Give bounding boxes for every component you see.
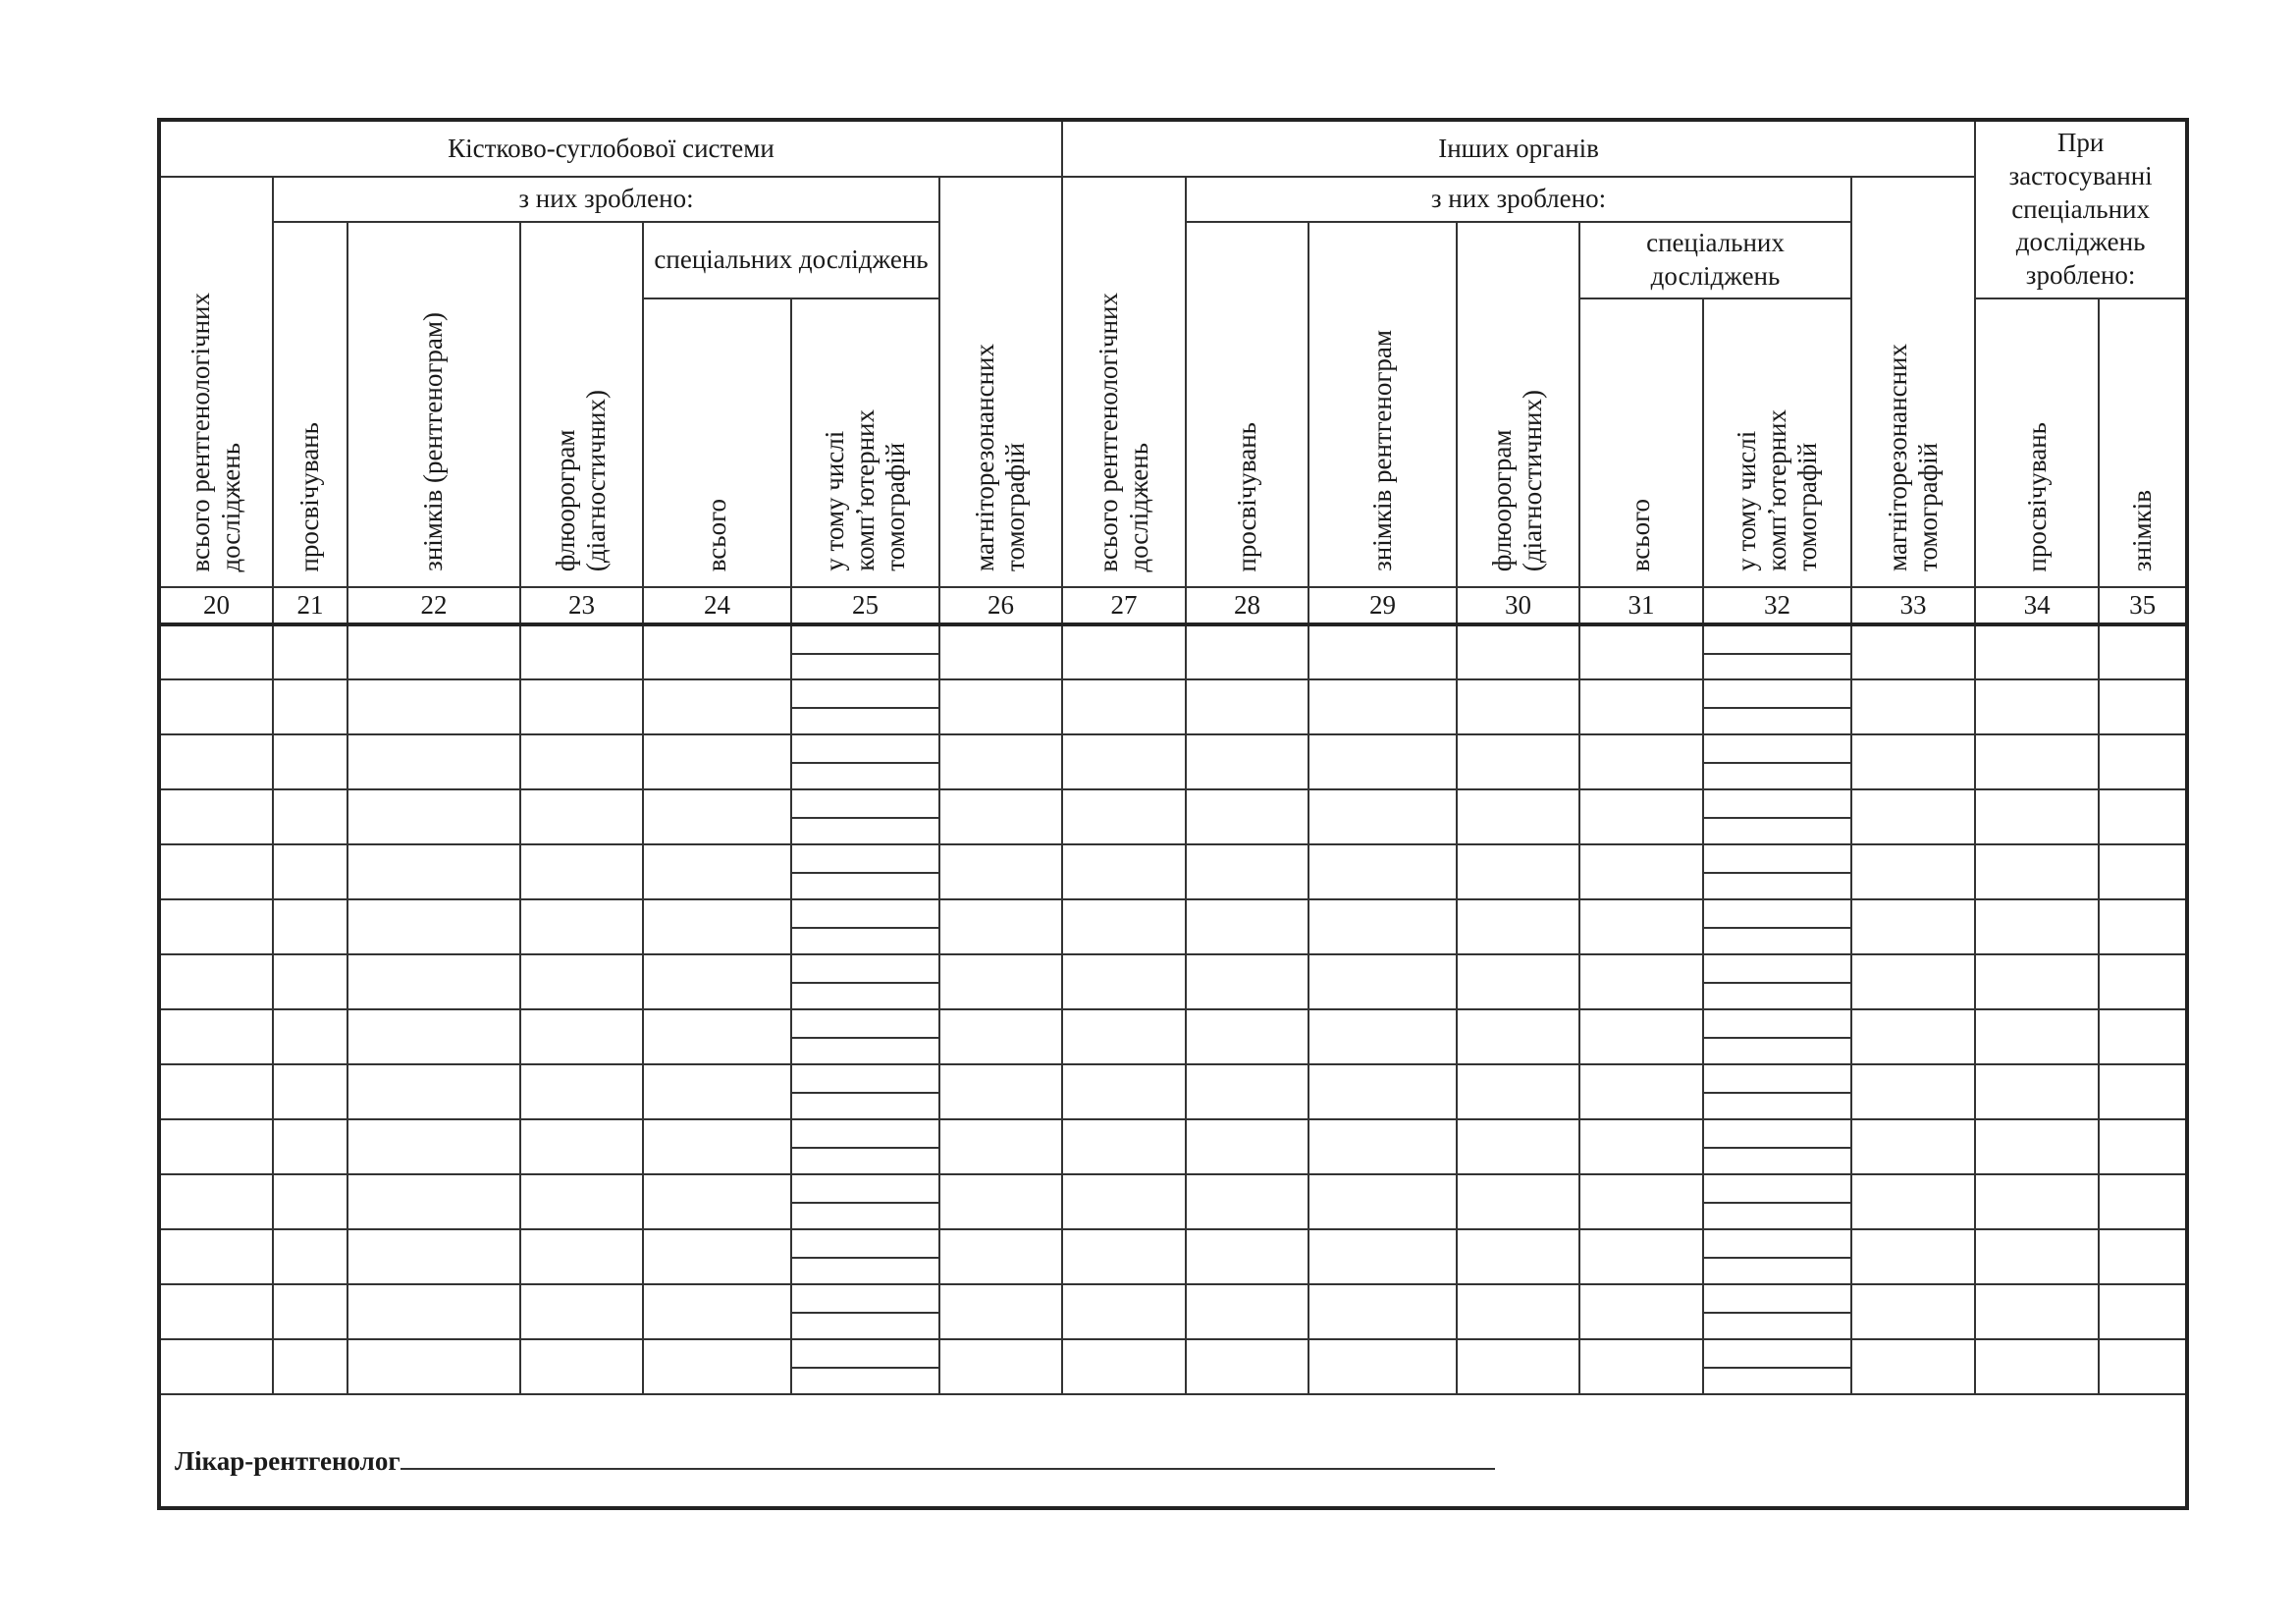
entry-cell[interactable] — [347, 1119, 520, 1174]
entry-cell[interactable] — [161, 624, 273, 679]
entry-cell[interactable] — [1703, 1119, 1851, 1174]
entry-cell[interactable] — [1851, 1339, 1975, 1394]
column-header-33: магніторезонансних томографій — [1851, 177, 1975, 587]
entry-cell[interactable] — [161, 679, 273, 734]
column-number: 21 — [273, 587, 347, 624]
entry-cell[interactable] — [1457, 679, 1579, 734]
entry-cell[interactable] — [1703, 899, 1851, 954]
entry-cell[interactable] — [643, 1009, 791, 1064]
table-row — [161, 1339, 2185, 1394]
entry-cell[interactable] — [347, 679, 520, 734]
entry-cell[interactable] — [1457, 954, 1579, 1009]
entry-cell[interactable] — [273, 1064, 347, 1119]
entry-cell[interactable] — [1851, 1174, 1975, 1229]
entry-cell[interactable] — [1186, 954, 1308, 1009]
entry-cell[interactable] — [643, 844, 791, 899]
column-header-26: магніторезонансних томографій — [939, 177, 1062, 587]
entry-cell[interactable] — [939, 844, 1062, 899]
report-form — [157, 118, 2189, 1510]
entry-cell[interactable] — [1186, 1339, 1308, 1394]
entry-cell[interactable] — [273, 679, 347, 734]
signature-label: Лікар-рентгенолог — [175, 1446, 400, 1476]
entry-cell[interactable] — [1851, 954, 1975, 1009]
entry-cell[interactable] — [643, 1229, 791, 1284]
entry-cell[interactable] — [1062, 1009, 1186, 1064]
column-number: 20 — [161, 587, 273, 624]
column-number-row — [161, 587, 2185, 624]
entry-cell[interactable] — [643, 1174, 791, 1229]
table-row — [161, 624, 2185, 679]
entry-cell[interactable] — [273, 1339, 347, 1394]
entry-cell[interactable] — [273, 1284, 347, 1339]
column-header-25: у тому числі комп’ютерних томографій — [791, 298, 939, 587]
column-header-30: флюорограм (діагностичних) — [1457, 222, 1579, 587]
entry-cell[interactable] — [273, 844, 347, 899]
table-row — [161, 1284, 2185, 1339]
column-header-35: знімків — [2099, 298, 2185, 587]
entry-cell[interactable] — [1579, 624, 1703, 679]
entry-cell[interactable] — [791, 1009, 939, 1064]
entry-cell[interactable] — [1579, 844, 1703, 899]
entry-cell[interactable] — [273, 1119, 347, 1174]
column-number: 22 — [347, 587, 520, 624]
entry-cell[interactable] — [347, 1174, 520, 1229]
entry-cell[interactable] — [1186, 734, 1308, 789]
entry-cell[interactable] — [273, 899, 347, 954]
entry-cell[interactable] — [161, 1284, 273, 1339]
column-header-32: у тому числі комп’ютерних томографій — [1703, 298, 1851, 587]
entry-cell[interactable] — [2099, 1229, 2185, 1284]
column-header-20: всього рентгенологічних досліджень — [161, 177, 273, 587]
entry-cell[interactable] — [161, 1009, 273, 1064]
header-special-studies-other: спеціальних досліджень — [1579, 222, 1851, 298]
entry-cell[interactable] — [1579, 1119, 1703, 1174]
entry-cell[interactable] — [2099, 1009, 2185, 1064]
entry-cell[interactable] — [273, 1229, 347, 1284]
entry-cell[interactable] — [1579, 954, 1703, 1009]
header-bone-system: Кістково-суглобової системи — [161, 122, 1062, 177]
entry-cell[interactable] — [1186, 1229, 1308, 1284]
column-header-21: просвічувань — [273, 222, 347, 587]
entry-cell[interactable] — [2099, 1064, 2185, 1119]
entry-cell[interactable] — [347, 1229, 520, 1284]
entry-cell[interactable] — [520, 899, 643, 954]
header-special-studies-bone: спеціальних досліджень — [643, 222, 939, 298]
report-table — [161, 122, 2185, 1395]
column-number: 28 — [1186, 587, 1308, 624]
entry-cell[interactable] — [1457, 1229, 1579, 1284]
entry-cell[interactable] — [1062, 679, 1186, 734]
entry-cell[interactable] — [791, 624, 939, 679]
entry-cell[interactable] — [273, 954, 347, 1009]
entry-cell[interactable] — [161, 1229, 273, 1284]
entry-cell[interactable] — [1975, 1284, 2099, 1339]
entry-cell[interactable] — [1975, 789, 2099, 844]
entry-cell[interactable] — [1975, 1229, 2099, 1284]
entry-cell[interactable] — [939, 1339, 1062, 1394]
entry-cell[interactable] — [1703, 1064, 1851, 1119]
entry-cell[interactable] — [1579, 1064, 1703, 1119]
entry-cell[interactable] — [1975, 1119, 2099, 1174]
entry-cell[interactable] — [1851, 734, 1975, 789]
entry-cell[interactable] — [1186, 679, 1308, 734]
entry-cell[interactable] — [791, 1229, 939, 1284]
entry-cell[interactable] — [1703, 624, 1851, 679]
entry-cell[interactable] — [1308, 789, 1457, 844]
column-number: 27 — [1062, 587, 1186, 624]
entry-cell[interactable] — [1703, 734, 1851, 789]
entry-cell[interactable] — [1062, 1119, 1186, 1174]
entry-cell[interactable] — [1308, 1229, 1457, 1284]
entry-cell[interactable] — [1308, 1009, 1457, 1064]
entry-cell[interactable] — [1186, 1174, 1308, 1229]
entry-cell[interactable] — [347, 1009, 520, 1064]
entry-cell[interactable] — [643, 679, 791, 734]
entry-cell[interactable] — [1308, 1174, 1457, 1229]
entry-cell[interactable] — [1186, 1064, 1308, 1119]
entry-cell[interactable] — [1457, 1064, 1579, 1119]
entry-cell[interactable] — [520, 1064, 643, 1119]
entry-cell[interactable] — [1703, 844, 1851, 899]
entry-cell[interactable] — [1975, 1339, 2099, 1394]
entry-cell[interactable] — [1186, 899, 1308, 954]
entry-cell[interactable] — [1457, 1009, 1579, 1064]
entry-cell[interactable] — [161, 1119, 273, 1174]
entry-cell[interactable] — [791, 844, 939, 899]
entry-cell[interactable] — [791, 1339, 939, 1394]
entry-cell[interactable] — [1186, 844, 1308, 899]
header-special-applied: При застосуванні спеціальних досліджень зроблено: — [1975, 122, 2185, 298]
entry-cell[interactable] — [2099, 624, 2185, 679]
entry-cell[interactable] — [1308, 899, 1457, 954]
entry-cell[interactable] — [643, 624, 791, 679]
entry-cell[interactable] — [1062, 1229, 1186, 1284]
entry-cell[interactable] — [1457, 899, 1579, 954]
entry-cell[interactable] — [1579, 1339, 1703, 1394]
entry-cell[interactable] — [347, 1339, 520, 1394]
entry-cell[interactable] — [1975, 679, 2099, 734]
entry-cell[interactable] — [939, 954, 1062, 1009]
entry-cell[interactable] — [1308, 624, 1457, 679]
entry-cell[interactable] — [1851, 624, 1975, 679]
entry-cell[interactable] — [791, 1284, 939, 1339]
header-other-organs: Інших органів — [1062, 122, 1975, 177]
entry-cell[interactable] — [1457, 1119, 1579, 1174]
entry-cell[interactable] — [1703, 1009, 1851, 1064]
entry-cell[interactable] — [347, 844, 520, 899]
entry-cell[interactable] — [1308, 1284, 1457, 1339]
table-row — [161, 734, 2185, 789]
entry-cell[interactable] — [520, 844, 643, 899]
entry-cell[interactable] — [643, 899, 791, 954]
entry-cell[interactable] — [1579, 1009, 1703, 1064]
entry-cell[interactable] — [273, 1009, 347, 1064]
entry-cell[interactable] — [2099, 789, 2185, 844]
entry-cell[interactable] — [791, 1064, 939, 1119]
entry-cell[interactable] — [1062, 844, 1186, 899]
entry-cell[interactable] — [1975, 1064, 2099, 1119]
entry-cell[interactable] — [273, 1174, 347, 1229]
entry-cell[interactable] — [1579, 1174, 1703, 1229]
entry-cell[interactable] — [643, 1339, 791, 1394]
entry-cell[interactable] — [1851, 679, 1975, 734]
entry-cell[interactable] — [1186, 789, 1308, 844]
entry-cell[interactable] — [347, 954, 520, 1009]
entry-cell[interactable] — [643, 734, 791, 789]
entry-cell[interactable] — [1975, 624, 2099, 679]
table-row — [161, 1009, 2185, 1064]
entry-cell[interactable] — [273, 789, 347, 844]
entry-cell[interactable] — [1457, 1174, 1579, 1229]
entry-cell[interactable] — [1851, 1119, 1975, 1174]
entry-cell[interactable] — [791, 954, 939, 1009]
entry-cell[interactable] — [1851, 1064, 1975, 1119]
entry-cell[interactable] — [347, 899, 520, 954]
entry-cell[interactable] — [1975, 734, 2099, 789]
entry-cell[interactable] — [1308, 844, 1457, 899]
entry-cell[interactable] — [1062, 1174, 1186, 1229]
entry-cell[interactable] — [2099, 734, 2185, 789]
entry-cell[interactable] — [1703, 1229, 1851, 1284]
entry-cell[interactable] — [1308, 954, 1457, 1009]
entry-cell[interactable] — [1062, 1284, 1186, 1339]
entry-cell[interactable] — [1703, 1284, 1851, 1339]
entry-cell[interactable] — [643, 1064, 791, 1119]
header-of-them-done-other: з них зроблено: — [1186, 177, 1851, 222]
entry-cell[interactable] — [1851, 844, 1975, 899]
header-of-them-done-bone: з них зроблено: — [273, 177, 939, 222]
entry-cell[interactable] — [1062, 899, 1186, 954]
entry-cell[interactable] — [1457, 734, 1579, 789]
entry-cell[interactable] — [1703, 1339, 1851, 1394]
entry-cell[interactable] — [1851, 789, 1975, 844]
entry-cell[interactable] — [1186, 624, 1308, 679]
column-header-22: знімків (рентгенограм) — [347, 222, 520, 587]
entry-cell[interactable] — [1703, 1174, 1851, 1229]
entry-cell[interactable] — [1308, 679, 1457, 734]
entry-cell[interactable] — [1579, 679, 1703, 734]
column-number: 34 — [1975, 587, 2099, 624]
entry-cell[interactable] — [1703, 679, 1851, 734]
table-row — [161, 679, 2185, 734]
entry-cell[interactable] — [939, 1284, 1062, 1339]
entry-cell[interactable] — [520, 679, 643, 734]
entry-cell[interactable] — [161, 899, 273, 954]
entry-cell[interactable] — [1703, 954, 1851, 1009]
entry-cell[interactable] — [347, 624, 520, 679]
entry-cell[interactable] — [643, 789, 791, 844]
entry-cell[interactable] — [1308, 734, 1457, 789]
entry-cell[interactable] — [643, 1119, 791, 1174]
entry-cell[interactable] — [520, 1229, 643, 1284]
entry-cell[interactable] — [520, 624, 643, 679]
column-number: 26 — [939, 587, 1062, 624]
entry-cell[interactable] — [939, 789, 1062, 844]
entry-cell[interactable] — [1579, 789, 1703, 844]
entry-cell[interactable] — [1851, 1284, 1975, 1339]
entry-cell[interactable] — [791, 899, 939, 954]
entry-cell[interactable] — [1975, 954, 2099, 1009]
column-number: 33 — [1851, 587, 1975, 624]
entry-cell[interactable] — [347, 789, 520, 844]
signature-blank[interactable] — [400, 1446, 1495, 1470]
entry-cell[interactable] — [2099, 679, 2185, 734]
column-number: 24 — [643, 587, 791, 624]
entry-cell[interactable] — [939, 734, 1062, 789]
entry-cell[interactable] — [1457, 624, 1579, 679]
entry-cell[interactable] — [520, 1009, 643, 1064]
table-row — [161, 899, 2185, 954]
entry-cell[interactable] — [1457, 789, 1579, 844]
column-number: 25 — [791, 587, 939, 624]
entry-cell[interactable] — [161, 734, 273, 789]
entry-cell[interactable] — [520, 1119, 643, 1174]
entry-cell[interactable] — [1062, 1064, 1186, 1119]
table-row — [161, 1174, 2185, 1229]
entry-cell[interactable] — [1975, 1009, 2099, 1064]
table-row — [161, 1229, 2185, 1284]
column-number: 29 — [1308, 587, 1457, 624]
entry-cell[interactable] — [1703, 789, 1851, 844]
signature-line — [175, 1446, 1495, 1477]
entry-cell[interactable] — [520, 1339, 643, 1394]
entry-cell[interactable] — [161, 1339, 273, 1394]
entry-cell[interactable] — [2099, 1284, 2185, 1339]
column-header-28: просвічувань — [1186, 222, 1308, 587]
entry-cell[interactable] — [1062, 954, 1186, 1009]
entry-cell[interactable] — [161, 789, 273, 844]
entry-cell[interactable] — [1851, 899, 1975, 954]
entry-cell[interactable] — [1975, 844, 2099, 899]
entry-cell[interactable] — [939, 679, 1062, 734]
table-row — [161, 789, 2185, 844]
entry-cell[interactable] — [791, 679, 939, 734]
column-number: 31 — [1579, 587, 1703, 624]
entry-cell[interactable] — [161, 844, 273, 899]
entry-cell[interactable] — [161, 1064, 273, 1119]
entry-cell[interactable] — [1975, 899, 2099, 954]
entry-cell[interactable] — [520, 789, 643, 844]
entry-cell[interactable] — [1579, 899, 1703, 954]
entry-cell[interactable] — [273, 624, 347, 679]
entry-cell[interactable] — [161, 954, 273, 1009]
entry-cell[interactable] — [2099, 1174, 2185, 1229]
entry-cell[interactable] — [1062, 624, 1186, 679]
entry-cell[interactable] — [1457, 844, 1579, 899]
column-number: 35 — [2099, 587, 2185, 624]
column-header-23: флюорограм (діагностичних) — [520, 222, 643, 587]
column-number: 23 — [520, 587, 643, 624]
entry-cell[interactable] — [939, 1064, 1062, 1119]
entry-cell[interactable] — [643, 1284, 791, 1339]
entry-cell[interactable] — [520, 1284, 643, 1339]
entry-cell[interactable] — [791, 734, 939, 789]
entry-cell[interactable] — [520, 954, 643, 1009]
table-row — [161, 954, 2185, 1009]
entry-cell[interactable] — [1186, 1284, 1308, 1339]
entry-cell[interactable] — [939, 1009, 1062, 1064]
column-header-29: знімків рентгенограм — [1308, 222, 1457, 587]
column-header-24: всього — [643, 298, 791, 587]
entry-cell[interactable] — [1457, 1284, 1579, 1339]
entry-cell[interactable] — [161, 1174, 273, 1229]
entry-cell[interactable] — [273, 734, 347, 789]
entry-cell[interactable] — [1186, 1009, 1308, 1064]
entry-cell[interactable] — [1975, 1174, 2099, 1229]
column-number: 32 — [1703, 587, 1851, 624]
entry-cell[interactable] — [939, 1119, 1062, 1174]
entry-cell[interactable] — [791, 1174, 939, 1229]
table-row — [161, 1119, 2185, 1174]
entry-cell[interactable] — [347, 734, 520, 789]
entry-cell[interactable] — [939, 899, 1062, 954]
entry-cell[interactable] — [2099, 899, 2185, 954]
entry-cell[interactable] — [347, 1064, 520, 1119]
entry-cell[interactable] — [347, 1284, 520, 1339]
entry-cell[interactable] — [1062, 734, 1186, 789]
entry-cell[interactable] — [1308, 1119, 1457, 1174]
entry-cell[interactable] — [1062, 789, 1186, 844]
entry-cell[interactable] — [1851, 1009, 1975, 1064]
entry-cell[interactable] — [1062, 1339, 1186, 1394]
entry-cell[interactable] — [643, 954, 791, 1009]
entry-cell[interactable] — [791, 789, 939, 844]
entry-cell[interactable] — [1579, 1284, 1703, 1339]
table-row — [161, 844, 2185, 899]
column-header-31: всього — [1579, 298, 1703, 587]
entry-cell[interactable] — [1308, 1064, 1457, 1119]
entry-cell[interactable] — [1308, 1339, 1457, 1394]
table-row — [161, 1064, 2185, 1119]
entry-cell[interactable] — [1579, 734, 1703, 789]
entry-cell[interactable] — [520, 734, 643, 789]
entry-cell[interactable] — [1579, 1229, 1703, 1284]
entry-cell[interactable] — [520, 1174, 643, 1229]
column-number: 30 — [1457, 587, 1579, 624]
entry-cell[interactable] — [1457, 1339, 1579, 1394]
entry-cell[interactable] — [2099, 954, 2185, 1009]
column-header-27: всього рентгенологічних досліджень — [1062, 177, 1186, 587]
entry-cell[interactable] — [791, 1119, 939, 1174]
entry-cell[interactable] — [2099, 1119, 2185, 1174]
column-header-34: просвічувань — [1975, 298, 2099, 587]
entry-cell[interactable] — [2099, 1339, 2185, 1394]
entry-cell[interactable] — [2099, 844, 2185, 899]
entry-cell[interactable] — [939, 1174, 1062, 1229]
entry-cell[interactable] — [1186, 1119, 1308, 1174]
entry-cell[interactable] — [1851, 1229, 1975, 1284]
entry-cell[interactable] — [939, 624, 1062, 679]
entry-cell[interactable] — [939, 1229, 1062, 1284]
